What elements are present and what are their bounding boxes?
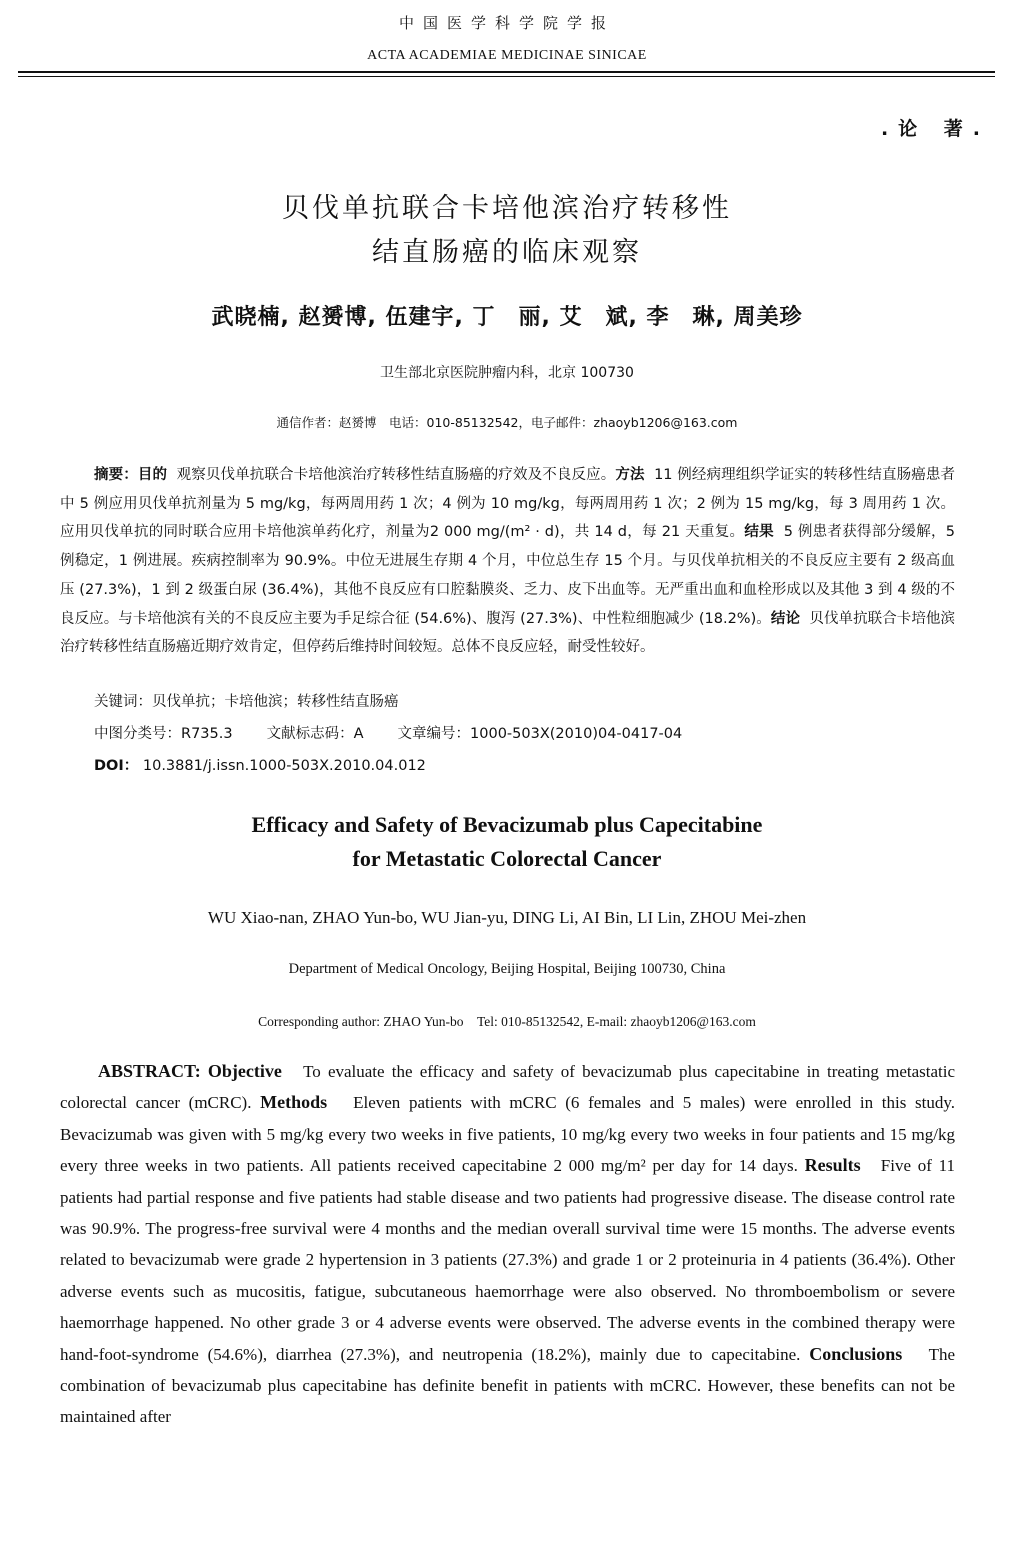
- title-en-line2: for Metastatic Colorectal Cancer: [352, 846, 662, 871]
- results-cn: 5 例患者获得部分缓解，5 例稳定，1 例进展。疾病控制率为 90.9%。中位无进展生存期 4 个月，中位总生存 15 个月。与贝伐单抗相关的不良反应主要有 2 级高血压 (27.3%)，1 到 2 级蛋白尿 (36.4%)，其他不良反应有口腔黏膜炎、乏力、皮下出血等。无严重出血和血栓形成以及其他 3 到 4 级的不良反应。与卡培他滨有关的不良反应主要为手足综合征 (54.6%)、腹泻 (27.3%)、中性粒细胞减少 (18.2%)。: [60, 524, 956, 627]
- objective-en-label: Objective: [207, 1061, 282, 1081]
- methods-en-label: Methods: [260, 1092, 328, 1113]
- results-en-label: Results: [804, 1155, 861, 1176]
- abstract-cn: [60, 461, 955, 662]
- doi-line: [94, 754, 426, 775]
- clc-value: R735.3: [181, 726, 233, 742]
- methods-cn-label: 方法: [615, 467, 645, 483]
- objective-cn-label: 目的: [137, 467, 168, 483]
- abstract-en: [60, 1056, 955, 1433]
- doc-code-label: 文献标志码：: [266, 726, 354, 742]
- journal-name-cn: 中国医学科学院学报: [398, 14, 615, 32]
- article-no-label: 文章编号：: [397, 726, 471, 742]
- section-label: .论 著.: [880, 118, 990, 140]
- methods-cn: 11 例经病理组织学证实的转移性结直肠癌患者中 5 例应用贝伐单抗剂量为 5 mg/kg，每两周用药 1 次；4 例为 10 mg/kg，每两周用药 1 次；2 例为 15 mg/kg，每 3 周用药 1 次。应用贝伐单抗的同时联合应用卡培他滨单药化疗，剂量为2 000 mg/(m² · d)，共 14 d，每 21 天重复。: [60, 467, 955, 541]
- affiliation-cn: 卫生部北京医院肿瘤内科，北京 100730: [380, 365, 634, 381]
- conclusion-en: The combination of bevacizumab plus capecitabine has definite benefit in patients with mCRC. However, these benefits can not be maintained after: [60, 1344, 955, 1427]
- conclusion-cn: 贝伐单抗联合卡培他滨治疗转移性结直肠癌近期疗效肯定，但停药后维持时间较短。总体不良反应轻，耐受性较好。: [60, 610, 955, 656]
- conclusion-cn-label: 结论: [770, 610, 801, 627]
- journal-name-en: ACTA ACADEMIAE MEDICINAE SINICAE: [367, 48, 647, 63]
- clc-label: 中图分类号：: [94, 726, 181, 742]
- abstract-en-label: ABSTRACT:: [98, 1061, 201, 1081]
- article-no-value: 1000-503X(2010)04-0417-04: [470, 726, 683, 742]
- header-rule-thin: [18, 76, 995, 77]
- correspondence-en: Corresponding author: ZHAO Yun-bo Tel: 010-85132542, E-mail: zhaoyb1206@163.com: [258, 1014, 756, 1029]
- title-en-line1: Efficacy and Safety of Bevacizumab plus Capecitabine: [251, 812, 763, 837]
- abstract-cn-label: 摘要：: [94, 467, 138, 483]
- affiliation-en: Department of Medical Oncology, Beijing Hospital, Beijing 100730, China: [288, 961, 726, 977]
- doi-value: 10.3881/j.issn.1000-503X.2010.04.012: [142, 758, 426, 774]
- results-cn-label: 结果: [744, 524, 774, 541]
- title-cn-line2: 结直肠癌的临床观察: [372, 237, 642, 268]
- authors-cn: 武晓楠, 赵赟博, 伍建宇, 丁 丽, 艾 斌, 李 琳, 周美珍: [211, 305, 803, 330]
- methods-en: Eleven patients with mCRC (6 females and 5 males) were enrolled in this study. Bevacizumab was given with 5 mg/kg every two weeks in five patients, 10 mg/kg every two weeks in four patients and 15 mg/kg every three weeks in two patients. All patients received capecitabine 2 000 mg/m² per day for 14 days.: [60, 1093, 956, 1176]
- objective-cn: 观察贝伐单抗联合卡培他滨治疗转移性结直肠癌的疗效及不良反应。: [176, 467, 616, 483]
- header-rule-thick: [18, 71, 995, 73]
- classification-line: [94, 722, 682, 743]
- objective-en: To evaluate the efficacy and safety of bevacizumab plus capecitabine in treating metastatic colorectal cancer (mCRC).: [60, 1062, 956, 1113]
- doc-code-value: A: [353, 726, 364, 742]
- conclusion-en-label: Conclusions: [809, 1343, 903, 1364]
- doi-label: DOI：: [94, 758, 139, 774]
- authors-en: WU Xiao-nan, ZHAO Yun-bo, WU Jian-yu, DING Li, AI Bin, LI Lin, ZHOU Mei-zhen: [207, 908, 807, 927]
- correspondence-cn: 通信作者：赵赟博 电话：010-85132542，电子邮件：zhaoyb1206@163.com: [276, 415, 738, 430]
- title-cn-line1: 贝伐单抗联合卡培他滨治疗转移性: [282, 193, 732, 224]
- keywords-cn: 关键词：贝伐单抗；卡培他滨；转移性结直肠癌: [94, 694, 399, 710]
- results-en: Five of 11 patients had partial response and five patients had stable disease and two patients had progressive disease. The disease control rate was 90.9%. The progress-free survival were 4 months and the median overall survival time were 15 months. The adverse events related to bevacizumab were grade 2 hypertension in 3 patients (27.3%) and grade 1 or 2 proteinuria in 4 patients (36.4%). Other adverse events such as mucositis, fatigue, subcutaneous haemorrhage were also observed. No thromboembolism or severe haemorrhage happened. No other grade 3 or 4 adverse events were observed. The adverse events in the combined therapy were hand-foot-syndrome (54.6%), diarrhea (27.3%), and neutropenia (18.2%), mainly due to capecitabine.: [60, 1156, 956, 1364]
